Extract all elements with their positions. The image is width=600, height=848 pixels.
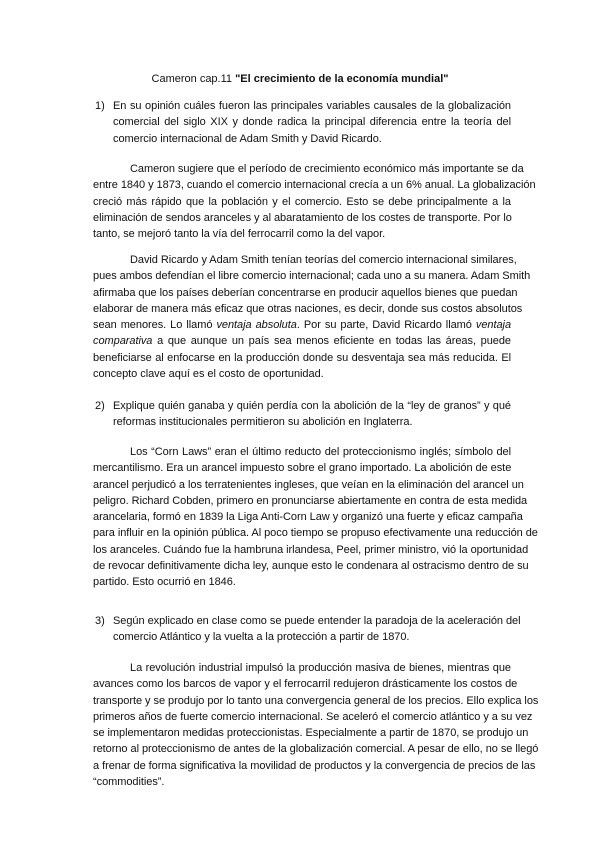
text-line: mercantilismo. Era un arancel impuesto sobre el grano importado. La abolición de este <box>93 462 512 475</box>
text-line: primeros años de fuerte comercio internacional. Se aceleró el comercio atlántico y a su vez <box>93 710 533 723</box>
text-line: beneficiarse al enfocarse en la producción donde su desventaja sea más reducida. El <box>93 351 511 364</box>
text-line: para influir en la opinión pública. Al poco tiempo se propuso efectivamente una reducción de <box>93 527 538 540</box>
text-line: comercio internacional de Adam Smith y David Ricardo. <box>113 132 382 145</box>
text-line: los aranceles. Cuándo fue la hambruna irlandesa, Peel, primer ministro, vió la oportunidad <box>93 543 529 556</box>
text-line: afirmaba que los países deberían concentrarse en producir aquellos bienes que puedan <box>93 286 518 299</box>
text-line: arancelaria, formó en 1839 la Liga Anti-Corn Law y organizó una fuerte y eficaz campaña <box>93 511 523 524</box>
question-number: 3) <box>95 615 105 627</box>
answer-3 <box>93 660 539 790</box>
text-line: Explique quién ganaba y quién perdía con la abolición de la “ley de granos” y qué <box>113 400 511 412</box>
text-line: eliminación de sendos aranceles y al abaratamiento de los costes de transporte. Por lo <box>93 211 512 224</box>
question-text <box>113 613 521 646</box>
text-line: arancel perjudicó a los terratenientes ingleses, que veían en la eliminación del arancel un <box>93 478 524 491</box>
text-line: a frenar de forma significativa la movilidad de productos y la convergencia de precios de las <box>93 759 536 772</box>
question-3 <box>93 613 521 646</box>
text-line: “commodities”. <box>93 776 165 789</box>
text-line: elaborar de manera más eficaz que otras naciones, es decir, donde sus costos absolutos <box>93 302 523 315</box>
text-line: transporte y se produjo por lo tanto una convergencia general de los precios. Ello explica los <box>93 694 539 707</box>
text-line: concepto clave aquí es el costo de oportunidad. <box>93 368 324 381</box>
text-line: pues ambos defendían el libre comercio internacional; cada uno a su manera. Adam Smith <box>93 270 531 283</box>
title-prefix: Cameron cap.11 <box>151 73 236 85</box>
italic-term: ventaja absoluta <box>216 319 297 332</box>
text-line: Los “Corn Laws” eran el último reducto del proteccionismo inglés; símbolo del <box>130 446 511 458</box>
text-line: peligro. Richard Cobden, primero en pronunciarse abiertamente en contra de esta medida <box>93 494 528 507</box>
text-line: creció más rápido que la población y el comercio. Esto se debe principalmente a la <box>93 195 511 208</box>
text-line: reformas institucionales permitieron su abolición en Inglaterra. <box>113 416 413 429</box>
text-line: La revolución industrial impulsó la producción masiva de bienes, mientras que <box>130 662 511 674</box>
question-number: 2) <box>95 400 105 412</box>
text-line: David Ricardo y Adam Smith tenían teorías del comercio internacional similares, <box>130 254 517 266</box>
text-line: En su opinión cuáles fueron las principales variables causales de la globalización <box>113 100 511 112</box>
answer-2 <box>93 444 538 591</box>
text-line: comercio Atlántico y la vuelta a la protección a partir de 1870. <box>113 631 410 644</box>
text-line: partido. Esto ocurrió en 1846. <box>93 576 236 589</box>
text-line: Según explicado en clase como se puede entender la paradoja de la aceleración del <box>113 615 521 627</box>
text-line: se implementaron medidas proteccionistas. Especialmente a partir de 1870, se produjo un <box>93 727 529 740</box>
answer-1b <box>93 252 531 382</box>
text-line: retorno al proteccionismo de antes de la globalización comercial. A pesar de ello, no se llegó <box>93 743 539 756</box>
text-line: tanto, se mejoró tanto la vía del ferrocarril como la del vapor. <box>93 228 386 241</box>
text-line: de revocar definitivamente dicha ley, aunque esto le condenara al ostracismo dentro de su <box>93 560 529 573</box>
text-line: Cameron sugiere que el período de crecimiento económico más importante se da <box>130 163 524 175</box>
italic-term: ventaja <box>475 319 512 332</box>
question-2 <box>93 398 511 431</box>
question-text <box>113 98 511 147</box>
question-number: 1) <box>95 100 105 112</box>
text-line: comercial del siglo XIX y donde radica la principal diferencia entre la teoría del <box>113 116 511 129</box>
question-1 <box>93 98 511 147</box>
title-bold: "El crecimiento de la economía mundial" <box>235 73 449 85</box>
text-line: comparativa a que aunque un país sea menos eficiente en todas las áreas, puede <box>93 335 511 348</box>
text-line: entre 1840 y 1873, cuando el comercio internacional crecía a un 6% anual. La globalización <box>93 179 536 192</box>
question-text <box>113 398 511 431</box>
text-line: avances como los barcos de vapor y el ferrocarril redujeron drásticamente los costos de <box>93 678 518 691</box>
answer-1a <box>93 161 536 242</box>
document-title <box>0 71 600 87</box>
text-line: sean menores. Lo llamó ventaja absoluta. Por su parte, David Ricardo llamó ventaja <box>93 319 512 332</box>
italic-term: comparativa <box>93 335 153 348</box>
